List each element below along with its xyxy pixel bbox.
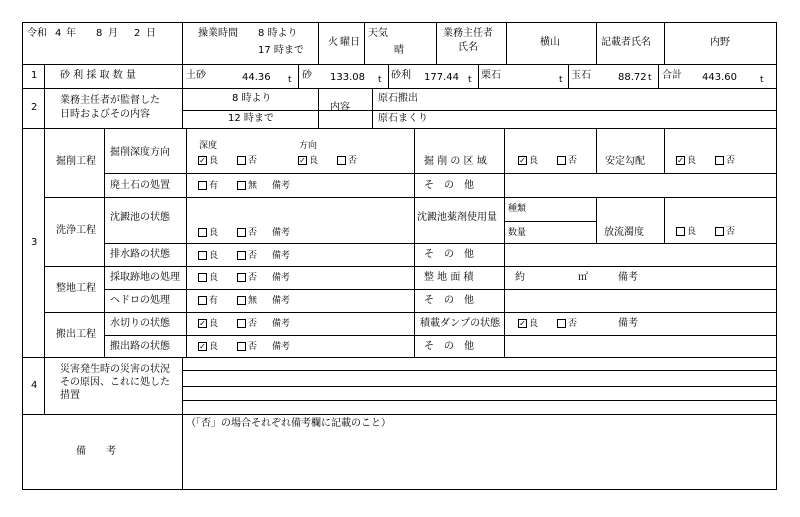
rule [372, 88, 373, 128]
direction-good-checkbox[interactable]: ✓ [299, 156, 306, 165]
row2-label-2: 日時およびその内容 [60, 109, 150, 120]
chem-label: 沈澱池薬剤使用量 [417, 212, 497, 223]
recorder-name: 内野 [710, 37, 730, 48]
row2-no: 2 [31, 102, 38, 113]
chem-kind: 種類 [508, 204, 527, 214]
rule [504, 128, 505, 357]
rule [104, 128, 105, 357]
op-time-label: 操業時間 [198, 28, 238, 39]
sludge-none-checkbox[interactable] [237, 296, 246, 305]
site-bad-checkbox[interactable] [237, 273, 246, 282]
rule [22, 88, 777, 89]
rule [568, 64, 569, 88]
rule [182, 357, 183, 490]
waste-label: 廃土石の処置 [110, 180, 170, 191]
grading-process: 整地工程 [56, 283, 96, 294]
water-good-checkbox[interactable]: ✓ [199, 319, 206, 328]
row4-label-2: その原因、これに処した [60, 377, 170, 388]
washing-process: 洗浄工程 [56, 225, 96, 236]
dump-label: 積載ダンプの状態 [420, 318, 501, 329]
rule [664, 197, 665, 243]
dump-remarks: 備考 [618, 318, 638, 329]
water-label: 水切りの状態 [110, 318, 170, 329]
direction-bad-checkbox[interactable] [337, 156, 346, 165]
rule [182, 110, 777, 111]
sand-label: 砂 [302, 70, 312, 81]
rule [44, 266, 777, 267]
drain-label: 排水路の状態 [110, 249, 170, 260]
row4-label-3: 措置 [60, 390, 80, 401]
turbidity-good-checkbox[interactable] [676, 227, 685, 236]
depth-bad-checkbox[interactable] [237, 156, 246, 165]
month-unit: 月 [108, 28, 118, 39]
sludge-label: ヘドロの処理 [110, 295, 170, 306]
day-unit: 日 [146, 28, 156, 39]
total-unit: t [760, 75, 764, 85]
turbidity-good-label: 良 [687, 227, 697, 237]
pond-bad-label: 否 [248, 228, 258, 238]
row2-label-1: 業務主任者が監督した [60, 95, 160, 106]
sand-unit: t [378, 75, 382, 85]
row3-no: 3 [31, 237, 38, 248]
grading-other: そ の 他 [424, 295, 474, 306]
excavation-process: 掘削工程 [56, 156, 96, 167]
supervise-start: 8 時より [232, 93, 272, 104]
pond-good-label: 良 [209, 228, 219, 238]
slope-label: 安定勾配 [605, 156, 645, 167]
hauling-other: そ の 他 [424, 341, 474, 352]
year: 4 [55, 28, 62, 39]
dump-good-label: 良 [529, 319, 539, 329]
rule [318, 22, 319, 64]
grading-remarks: 備考 [618, 272, 638, 283]
era: 令和 [27, 28, 47, 39]
day: 2 [134, 28, 141, 39]
pond-bad-checkbox[interactable] [237, 228, 246, 237]
drain-bad-checkbox[interactable] [237, 251, 246, 260]
rule [596, 22, 597, 64]
site-bad-label: 否 [248, 273, 258, 283]
rule [658, 64, 659, 88]
rule [104, 289, 777, 290]
boulder-label: 玉石 [571, 70, 591, 81]
rule [44, 64, 45, 414]
rule [364, 22, 365, 64]
total-label: 合計 [662, 70, 682, 81]
cobble-label: 栗石 [481, 70, 501, 81]
road-bad-label: 否 [248, 342, 258, 352]
rule [596, 197, 597, 243]
pond-remarks: 備考 [272, 228, 291, 238]
year-unit: 年 [66, 28, 76, 39]
sediment-unit: t [288, 75, 292, 85]
sludge-remarks: 備考 [272, 296, 291, 306]
rule [414, 128, 415, 357]
site-good-label: 良 [209, 273, 219, 283]
grading-area-label: 整 地 面 積 [424, 272, 474, 283]
site-label: 採取跡地の処理 [110, 272, 180, 283]
waste-have-checkbox[interactable] [198, 181, 207, 190]
direction-label: 方向 [299, 141, 318, 151]
depth-label: 深度 [199, 141, 218, 151]
dump-bad-label: 否 [568, 319, 578, 329]
rule [504, 221, 596, 222]
washing-other: そ の 他 [424, 249, 474, 260]
rule [478, 64, 479, 88]
chief-name: 横山 [540, 37, 560, 48]
rule [22, 357, 777, 358]
turbidity-label: 放流濁度 [604, 227, 644, 238]
site-remarks: 備考 [272, 273, 291, 283]
area-good-checkbox[interactable]: ✓ [519, 156, 526, 165]
road-bad-checkbox[interactable] [237, 342, 246, 351]
boulder-value: 88.72 [618, 72, 647, 83]
total-value: 443.60 [702, 72, 737, 83]
rule [318, 88, 319, 128]
supervise-end: 12 時まで [228, 113, 274, 124]
turbidity-bad-checkbox[interactable] [715, 227, 724, 236]
drain-good-checkbox[interactable] [198, 251, 207, 260]
water-bad-checkbox[interactable] [237, 319, 246, 328]
rule [182, 64, 183, 128]
direction-good-label: 良 [309, 156, 319, 166]
waste-have-label: 有 [209, 181, 219, 191]
rule [44, 312, 777, 313]
drain-bad-label: 否 [248, 251, 258, 261]
direction-bad-label: 否 [348, 156, 358, 166]
weather: 晴 [394, 45, 404, 56]
rule [104, 243, 777, 244]
road-remarks: 備考 [272, 342, 291, 352]
weather-label: 天気 [368, 28, 388, 39]
rule [664, 22, 665, 64]
weekday: 火 [328, 37, 338, 48]
depth-good-label: 良 [209, 156, 219, 166]
sludge-have-label: 有 [209, 296, 219, 306]
row4-no: 4 [31, 380, 38, 391]
water-remarks: 備考 [272, 319, 291, 329]
rule [104, 173, 777, 174]
water-bad-label: 否 [248, 319, 258, 329]
area-label: 掘 削 の 区 域 [424, 156, 487, 167]
rule [182, 370, 777, 371]
slope-good-checkbox[interactable]: ✓ [677, 156, 684, 165]
grading-unit: ㎡ [578, 272, 588, 283]
area-bad-checkbox[interactable] [557, 156, 566, 165]
depth-good-checkbox[interactable]: ✓ [199, 156, 206, 165]
rule [506, 22, 507, 64]
content-label: 内容 [330, 102, 350, 113]
rule [664, 128, 665, 173]
road-good-label: 良 [209, 342, 219, 352]
rule [22, 64, 777, 65]
rule [182, 400, 777, 401]
dump-good-checkbox[interactable]: ✓ [519, 319, 526, 328]
content-1: 原石搬出 [378, 93, 418, 104]
rule [186, 128, 187, 357]
cobble-unit: t [559, 75, 563, 85]
depth-bad-label: 否 [248, 156, 258, 166]
chief-label-2: 氏名 [458, 42, 478, 53]
water-good-label: 良 [209, 319, 219, 329]
row1-no: 1 [31, 70, 38, 81]
grading-approx: 約 [515, 272, 525, 283]
waste-none-label: 無 [248, 181, 258, 191]
sediment-label: 土砂 [186, 70, 206, 81]
gravel-unit: t [468, 75, 472, 85]
rule [436, 22, 437, 64]
slope-good-label: 良 [687, 156, 697, 166]
rule [22, 414, 777, 415]
chief-label-1: 業務主任者 [443, 28, 493, 39]
slope-bad-checkbox[interactable] [715, 156, 724, 165]
hauling-process: 搬出工程 [56, 329, 96, 340]
sludge-none-label: 無 [248, 296, 258, 306]
dir-label: 掘削深度方向 [110, 147, 170, 158]
road-label: 搬出路の状態 [110, 341, 170, 352]
weekday-label: 曜日 [340, 37, 360, 48]
drain-remarks: 備考 [272, 251, 291, 261]
chem-qty: 数量 [508, 228, 527, 238]
gravel-value: 177.44 [424, 72, 459, 83]
op-start: 8 時より [258, 28, 298, 39]
area-good-label: 良 [529, 156, 539, 166]
op-end: 17 時まで [258, 45, 304, 56]
remarks-note: （「否」の場合それぞれ備考欄に記載のこと） [186, 418, 391, 429]
sludge-have-checkbox[interactable] [198, 296, 207, 305]
turbidity-bad-label: 否 [726, 227, 736, 237]
drain-good-label: 良 [209, 251, 219, 261]
rule [44, 197, 777, 198]
rule [388, 64, 389, 88]
gravel-label: 砂利 [391, 70, 411, 81]
waste-none-checkbox[interactable] [237, 181, 246, 190]
pond-label: 沈澱池の状態 [110, 212, 170, 223]
month: 8 [96, 28, 103, 39]
recorder-label: 記載者氏名 [601, 37, 651, 48]
pond-good-checkbox[interactable] [198, 228, 207, 237]
slope-bad-label: 否 [726, 156, 736, 166]
row1-label: 砂 利 採 取 数 量 [60, 70, 136, 81]
road-good-checkbox[interactable]: ✓ [199, 342, 206, 351]
area-bad-label: 否 [568, 156, 578, 166]
rule [182, 22, 183, 64]
excavation-other: そ の 他 [424, 180, 474, 191]
dump-bad-checkbox[interactable] [557, 319, 566, 328]
sand-value: 133.08 [330, 72, 365, 83]
row4-label-1: 災害発生時の災害の状況 [60, 364, 170, 375]
site-good-checkbox[interactable] [198, 273, 207, 282]
rule [298, 64, 299, 88]
rule [182, 386, 777, 387]
boulder-unit: t [648, 73, 652, 83]
rule [104, 335, 777, 336]
remarks-label: 備 考 [76, 446, 116, 457]
waste-remarks: 備考 [272, 181, 291, 191]
sediment-value: 44.36 [242, 72, 271, 83]
rule [596, 128, 597, 173]
content-2: 原石まくり [378, 113, 428, 124]
